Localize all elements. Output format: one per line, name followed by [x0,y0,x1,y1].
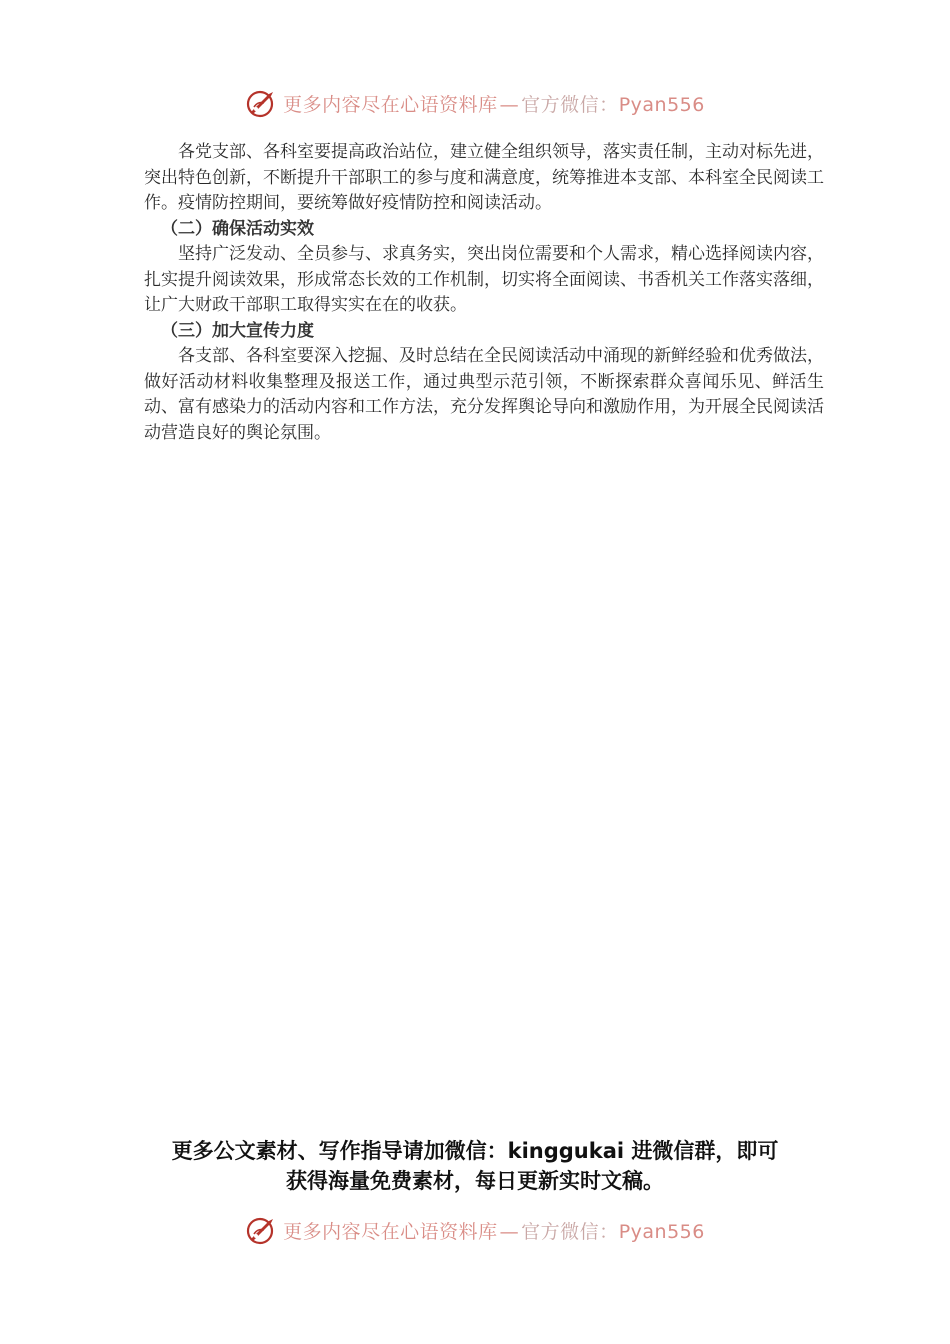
paragraph-2: 坚持广泛发动、全员参与、求真务实，突出岗位需要和个人需求，精心选择阅读内容，扎实提升阅读效果，形成常态长效的工作机制，切实将全面阅读、书香机关工作落实落细，让广大财政干部职工取得实实在在的收获。 [144,244,824,315]
wechat-label: 官方微信： [521,1220,619,1243]
pen-logo-icon [245,1214,277,1246]
banner-text [283,1217,705,1244]
wechat-id: Pyan556 [618,93,705,116]
site-name: 更多内容尽在心语资料库 [283,1220,498,1243]
banner-text [283,90,705,117]
pen-logo-icon [245,87,277,119]
paragraph-1: 各党支部、各科室要提高政治站位，建立健全组织领导，落实责任制，主动对标先进，突出特色创新，不断提升干部职工的参与度和满意度，统筹推进本支部、本科室全民阅读工作。疫情防控期间，要统筹做好疫情防控和阅读活动。 [144,142,824,213]
footer-note-line-1: 更多公文素材、写作指导请加微信：kinggukai 进微信群，即可 [171,1139,779,1163]
footer-note [0,1136,950,1196]
paragraph-3: 各支部、各科室要深入挖掘、及时总结在全民阅读活动中涌现的新鲜经验和优秀做法，做好活动材料收集整理及报送工作，通过典型示范引领，不断探索群众喜闻乐见、鲜活生动、富有感染力的活动内容和工作方法，充分发挥舆论导向和激励作用，为开展全民阅读活动营造良好的舆论氛围。 [144,346,824,443]
header-banner [0,81,950,125]
section-heading-2: （二）确保活动实效 [161,218,314,239]
document-body [144,140,824,446]
site-name: 更多内容尽在心语资料库 [283,93,498,116]
banner-dash: — [499,93,520,116]
footer-banner [0,1208,950,1252]
wechat-label: 官方微信： [521,93,619,116]
wechat-id: Pyan556 [618,1220,705,1243]
banner-dash: — [499,1220,520,1243]
section-heading-3: （三）加大宣传力度 [161,320,314,341]
footer-note-line-2: 获得海量免费素材，每日更新实时文稿。 [286,1169,664,1193]
